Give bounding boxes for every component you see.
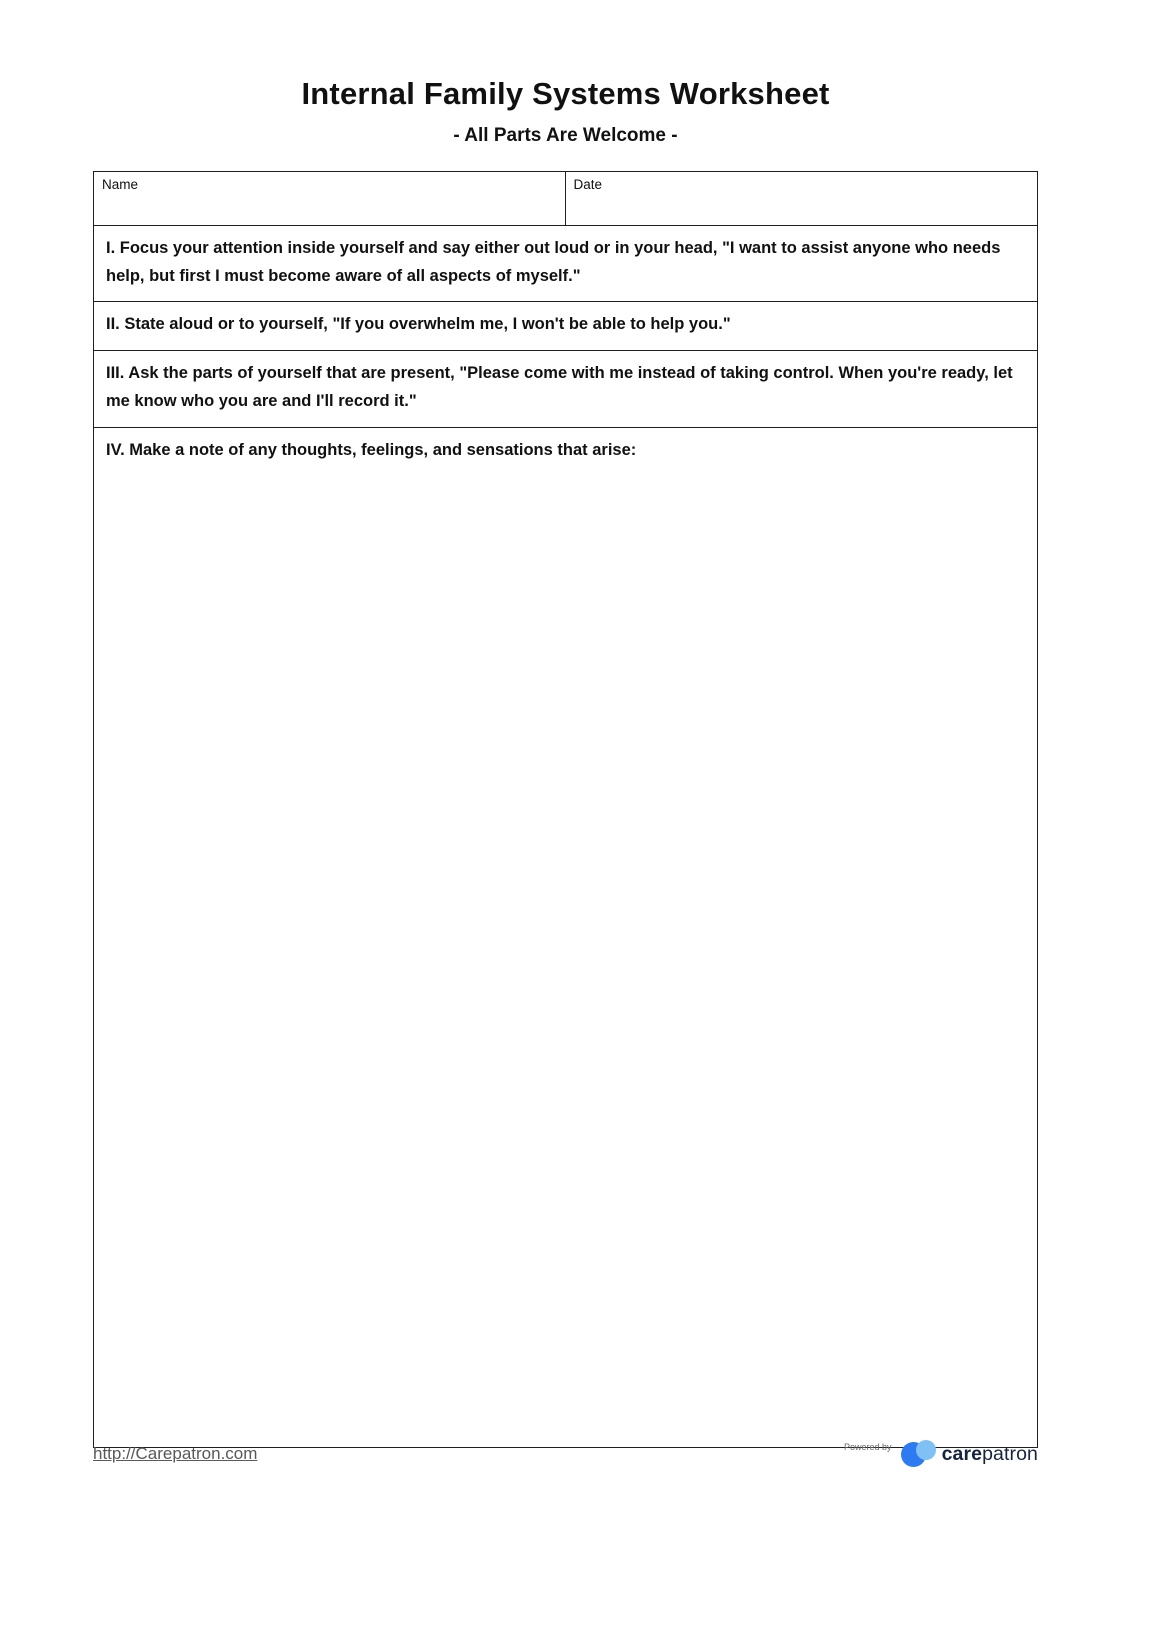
carepatron-wordmark-patron: patron (982, 1442, 1038, 1465)
carepatron-wordmark (942, 1443, 1038, 1466)
instruction-section-4-text: IV. Make a note of any thoughts, feelings, and sensations that arise: (106, 440, 637, 459)
powered-by-label: Powered by (844, 1442, 892, 1452)
powered-by-block (844, 1440, 1038, 1468)
instruction-section-3 (94, 351, 1037, 427)
instruction-section-1 (94, 226, 1037, 302)
page-subtitle: - All Parts Are Welcome - (453, 125, 678, 146)
notes-writing-area[interactable] (106, 464, 1025, 1414)
carepatron-wordmark-care: care (941, 1442, 983, 1465)
carepatron-logo-circle-light (916, 1440, 936, 1460)
page-footer (93, 1440, 1038, 1468)
worksheet-page (93, 0, 1038, 1448)
instruction-section-2-text: II. State aloud or to yourself, "If you overwhelm me, I won't be able to help you." (106, 315, 731, 334)
name-date-row (94, 172, 1037, 226)
website-link[interactable]: http://Carepatron.com (93, 1444, 258, 1463)
worksheet-table (93, 171, 1038, 1448)
date-field[interactable] (566, 172, 1038, 225)
name-field-label: Name (102, 177, 139, 192)
page-title: Internal Family Systems Worksheet (301, 76, 830, 111)
name-field[interactable] (94, 172, 566, 225)
instruction-section-4 (94, 428, 1037, 1447)
instruction-section-1-text: I. Focus your attention inside yourself and say either out loud or in your head, "I want to assist anyone who needs help, but first I must become aware of all aspects of myself." (106, 239, 1001, 285)
carepatron-logo-icon (901, 1440, 938, 1468)
instruction-section-2 (94, 302, 1037, 351)
date-field-label: Date (573, 177, 603, 192)
instruction-section-3-text: III. Ask the parts of yourself that are present, "Please come with me instead of taking control. When you're ready, let me know who you are and I'll record it." (106, 364, 1013, 410)
